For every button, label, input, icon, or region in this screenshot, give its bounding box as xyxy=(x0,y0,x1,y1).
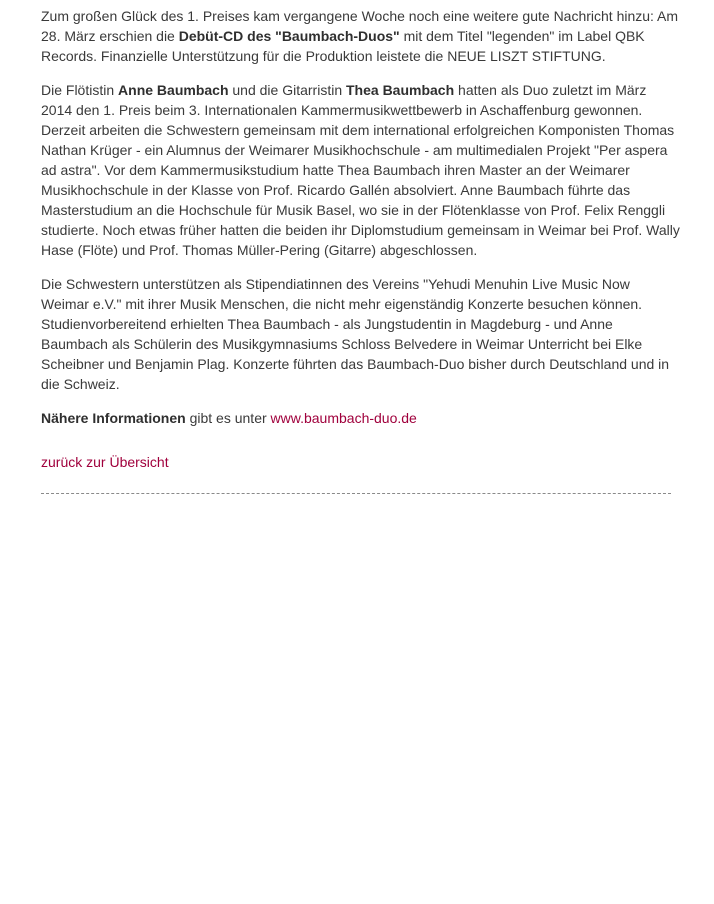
article-content xyxy=(41,6,681,472)
text: und die Gitarristin xyxy=(228,82,346,98)
paragraph-biography xyxy=(41,80,681,260)
more-info-bold: Nähere Informationen xyxy=(41,410,186,426)
more-info-text: gibt es unter xyxy=(185,410,271,426)
paragraph-scholarship xyxy=(41,274,681,394)
more-info xyxy=(41,408,681,428)
text: mit dem Titel "legenden" im Label QBK Records. Finanzielle Unterstützung für die Produktion leistete die NEUE LISZT STIFTUNG. xyxy=(41,28,645,64)
text: Die Schwestern unterstützen als Stipendiatinnen des Vereins "Yehudi Menuhin Live Music Now Weimar e.V." mit ihrer Musik Menschen, die nicht mehr eigenständig Konzerte besuchen können. Studienvorbereitend erhielten Thea Baumbach - als Jungstudentin in Magdeburg - und Anne Baumbach als Schülerin des Musikgymnasiums Schloss Belvedere in Weimar Unterricht bei Elke Scheibner und Benjamin Plag. Konzerte führten das Baumbach-Duo bisher durch Deutschland und in die Schweiz. xyxy=(41,276,670,392)
name-thea-bold: Thea Baumbach xyxy=(346,82,455,98)
text: Die Flötistin xyxy=(41,82,119,98)
text: Zum großen Glück des 1. Preises kam vergangene Woche noch eine weitere gute Nachricht hinzu: Am 28. März erschien die xyxy=(41,8,679,44)
website-link[interactable]: www.baumbach-duo.de xyxy=(270,410,417,426)
text: hatten als Duo zuletzt im März 2014 den 1. Preis beim 3. Internationalen Kammermusikwettbewerb in Aschaffenburg gewonnen. Derzeit arbeiten die Schwestern gemeinsam mit dem international erfolgreichen Komponisten Thomas Nathan Krüger - ein Alumnus der Weimarer Musikhochschule - am multimedialen Projekt "Per aspera ad astra". Vor dem Kammermusikstudium hatte Thea Baumbach ihren Master an der Weimarer Musikhochschule in der Klasse von Prof. Ricardo Gallén absolviert. Anne Baumbach führte das Masterstudium an die Hochschule für Musik Basel, wo sie in der Flötenklasse von Prof. Felix Renggli studierte. Noch etwas früher hatten die beiden ihr Diplomstudium gemeinsam in Weimar bei Prof. Wally Hase (Flöte) und Prof. Thomas Müller-Pering (Gitarre) abgeschlossen. xyxy=(41,82,680,258)
dashed-divider xyxy=(41,493,671,494)
cd-title-bold: Debüt-CD des "Baumbach-Duos" xyxy=(178,28,400,44)
back-to-overview-link[interactable]: zurück zur Übersicht xyxy=(41,454,169,470)
paragraph-cd-release xyxy=(41,6,681,66)
name-anne-bold: Anne Baumbach xyxy=(118,82,229,98)
